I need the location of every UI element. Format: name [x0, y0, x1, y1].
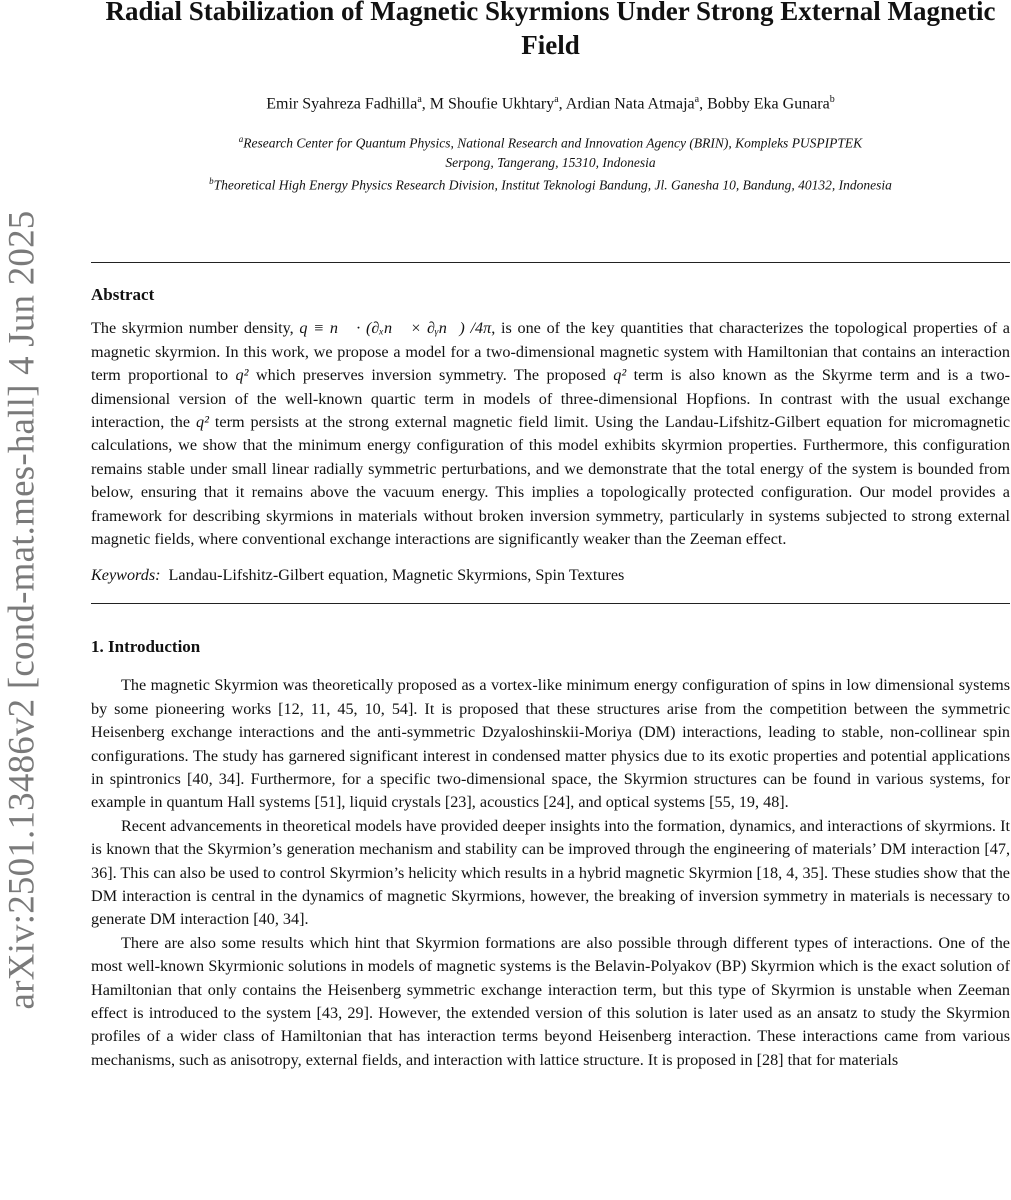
divider-bottom: [91, 603, 1010, 604]
paper-title: Radial Stabilization of Magnetic Skyrmions Under Strong External Magnetic Field: [105, 0, 996, 60]
author-affiliation-mark: a: [694, 94, 700, 105]
q-squared: q²: [235, 366, 249, 385]
abstract-text: The skyrmion number density,: [91, 319, 300, 338]
abstract-text: term persists at the strong external magnetic field limit. Using the Landau-Lifshitz-Gilbert equation for micromagnetic calculations, we show that the minimum energy configuration of this model exhibits skyrmion properties. Furthermore, this configuration remains stable under small linear radially symmetric perturbations, and we demonstrate that the total energy of the system is bounded from below, ensuring that it remains above the vacuum energy. This implies a topologically protected configuration. Our model provides a framework for describing skyrmions in materials without broken inversion symmetry, particularly in systems subjected to strong external magnetic fields, where conventional exchange interactions are significantly weaker than the Zeeman effect.: [91, 412, 1010, 548]
skyrmion-density-formula: q ≡ n⃗ · (∂ₓn⃗ × ∂ᵧn⃗) /4π: [299, 319, 492, 338]
section-heading-introduction: 1. Introduction: [91, 637, 201, 657]
q-squared: q²: [195, 412, 209, 431]
author-affiliation-mark: b: [829, 94, 835, 105]
abstract-heading: Abstract: [91, 285, 155, 305]
affiliation-b: [91, 172, 1010, 195]
keywords-label: Keywords:: [91, 566, 161, 585]
author-name: Emir Syahreza Fadhilla: [266, 95, 418, 113]
paper-page: [91, 0, 1010, 1072]
affiliation-a: [91, 130, 1010, 153]
intro-paragraph: Recent advancements in theoretical models have provided deeper insights into the formation, dynamics, and interactions of skyrmions. It is known that the Skyrmion’s generation mechanism and stability can be improved through the engineering of materials’ DM interaction [47, 36]. This can also be used to control Skyrmion’s helicity which results in a hybrid magnetic Skyrmion [18, 4, 35]. These studies show that the DM interaction is central in the dynamics of magnetic Skyrmions, however, the breaking of inversion symmetry in materials is necessary to generate DM interaction [40, 34].: [91, 816, 1010, 929]
abstract-body: [91, 317, 1010, 551]
affiliation-text: Research Center for Quantum Physics, National Research and Innovation Agency (BRIN), Kompleks PUSPIPTEK: [243, 135, 863, 151]
affiliation-a-line2: Serpong, Tangerang, 15310, Indonesia: [445, 154, 656, 170]
intro-paragraph: The magnetic Skyrmion was theoretically proposed as a vortex-like minimum energy configuration of spins in low dimensional systems by some pioneering works [12, 11, 45, 10, 54]. It is proposed that these structures arise from the competition between the symmetric Heisenberg exchange interactions and the anti-symmetric Dzyaloshinskii-Moriya (DM) interactions, leading to stable, non-collinear spin configurations. The study has garnered significant interest in condensed matter physics due to its exotic properties and potential applications in spintronics [40, 34]. Furthermore, for a specific two-dimensional space, the Skyrmion structures can be found in various systems, for example in quantum Hall systems [51], liquid crystals [23], acoustics [24], and optical systems [55, 19, 48].: [91, 676, 1010, 812]
author-name: Bobby Eka Gunara: [707, 95, 830, 113]
introduction-body: [91, 674, 1010, 1072]
divider-top: [91, 262, 1010, 263]
abstract-text: , is one of the key quantities that characterizes the topological properties of a magnetic skyrmion. In this work, we propose a model for a two-dimensional magnetic system with Hamiltonian that contains an interaction term proportional to: [91, 319, 1010, 385]
abstract-text: term is also known as the Skyrme term and is a two-dimensional version of the well-known quartic term in models of three-dimensional Hopfions. In contrast with the usual exchange interaction, the: [91, 366, 1010, 431]
author-list: Emir Syahreza Fadhilla$^a$, M Shoufie Ukhtary$^a$, Ardian Nata Atmaja$^a$, Bobby Eka Gunara$^b$: [266, 94, 835, 113]
author-affiliation-mark: a: [554, 94, 559, 105]
abstract-text: which preserves inversion symmetry. The proposed: [248, 366, 614, 385]
keywords-value: Landau-Lifshitz-Gilbert equation, Magnetic Skyrmions, Spin Textures: [168, 566, 625, 585]
arxiv-identifier-stamp: [0, 0, 46, 1200]
q-squared: q²: [613, 366, 627, 385]
keywords: [91, 565, 1010, 585]
author-name: Ardian Nata Atmaja: [565, 95, 695, 113]
affiliation-mark: a: [238, 134, 244, 145]
intro-paragraph: There are also some results which hint that Skyrmion formations are also possible through different types of interactions. One of the most well-known Skyrmionic solutions in models of magnetic systems is the Belavin-Polyakov (BP) Skyrmion which is the exact solution of Hamiltonian that only contains the Heisenberg symmetric exchange interaction term, but this type of Skyrmion is unstable when Zeeman effect is introduced to the system [43, 29]. However, the extended version of this solution is later used as an ansatz to study the Skyrmion profiles of a wider class of Hamiltonian that has interaction terms beyond Heisenberg interaction. These interactions came from various mechanisms, such as anisotropy, external fields, and interaction with lattice structure. It is proposed in [28] that for materials: [91, 933, 1010, 1069]
affiliation-list: [91, 130, 1010, 194]
arxiv-stamp-text: arXiv:2501.13486v2 [cond-mat.mes-hall] 4 Jun 2025: [1, 210, 43, 1010]
author-affiliation-mark: a: [417, 94, 422, 105]
author-name: M Shoufie Ukhtary: [429, 95, 555, 113]
affiliation-text: Theoretical High Energy Physics Research Division, Institut Teknologi Bandung, Jl. Ganesha 10, Bandung, 40132, Indonesia: [213, 177, 892, 193]
affiliation-mark: b: [209, 175, 214, 186]
